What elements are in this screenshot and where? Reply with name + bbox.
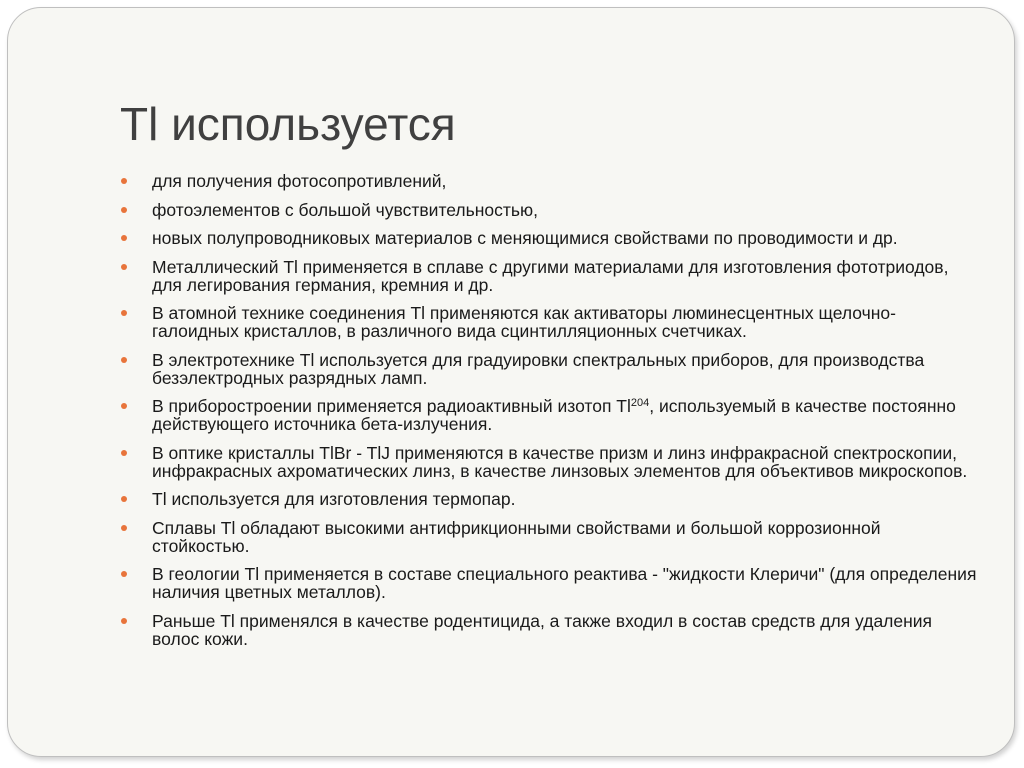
- bullet-dot-icon: [121, 525, 127, 531]
- bullet-text: В геологии Tl применяется в составе специального реактива - "жидкости Клеричи" (для определения наличия цветных металлов).: [152, 564, 977, 602]
- bullet-text: Tl используется для изготовления термопар.: [152, 489, 516, 509]
- bullet-item: [120, 351, 980, 387]
- bullet-dot-icon: [121, 618, 127, 624]
- isotope-superscript: 204: [630, 397, 650, 409]
- bullet-dot-icon: [121, 178, 127, 184]
- slide: [7, 7, 1015, 757]
- bullet-text: для получения фотосопротивлений,: [152, 171, 447, 191]
- bullet-dot-icon: [121, 235, 127, 241]
- bullet-item: [120, 612, 980, 648]
- bullet-dot-icon: [121, 264, 127, 270]
- bullet-item: [120, 444, 980, 480]
- bullet-dot-icon: [121, 207, 127, 213]
- bullet-item: [120, 304, 980, 340]
- bullet-item: [120, 397, 980, 433]
- slide-title: Tl используется: [120, 98, 456, 150]
- bullet-text: Раньше Tl применялся в качестве родентицида, а также входил в состав средств для удаления волос кожи.: [152, 610, 933, 649]
- bullet-dot-icon: [121, 450, 127, 456]
- bullet-text: В электротехнике Tl используется для градуировки спектральных приборов, для производства безэлектродных разрядных ламп.: [152, 349, 925, 388]
- bullet-dot-icon: [121, 496, 127, 502]
- bullet-item: [120, 519, 980, 555]
- bullet-item: [120, 229, 980, 247]
- bullet-text: Металлический Tl применяется в сплаве с другими материалами для изготовления фототриодов, для легирования германия, кремния и др.: [152, 256, 949, 295]
- bullet-item: [120, 172, 980, 190]
- bullet-text-after: , используемый в качестве постоянно действующего источника бета-излучения.: [152, 396, 956, 434]
- bullet-item: [120, 490, 980, 508]
- bullet-item: [120, 201, 980, 219]
- bullet-text: В оптике кристаллы TlBr - TlJ применяются в качестве призм и линз инфракрасной спектроскопии, инфракрасных ахроматических линз, в качестве линзовых элементов для объективов микроскопов.: [152, 442, 968, 481]
- bullet-dot-icon: [121, 357, 127, 363]
- bullet-text: Сплавы Tl обладают высокими антифрикционными свойствами и большой коррозионной стойкостью.: [152, 517, 881, 556]
- bullet-dot-icon: [121, 571, 127, 577]
- bullet-text: новых полупроводниковых материалов с меняющимися свойствами по проводимости и др.: [152, 228, 898, 248]
- bullet-item: [120, 258, 980, 294]
- bullet-item: [120, 565, 980, 601]
- bullet-text: В атомной технике соединения Tl применяются как активаторы люминесцентных щелочно-галоидных кристаллов, в различного вида сцинтилляционных счетчиках.: [152, 303, 896, 341]
- bullet-text: [152, 396, 956, 434]
- bullet-dot-icon: [121, 310, 127, 316]
- bullet-list: [120, 172, 980, 658]
- bullet-dot-icon: [121, 403, 127, 409]
- bullet-text: фотоэлементов с большой чувствительностью,: [152, 199, 539, 220]
- bullet-text-before: В приборостроении применяется радиоактивный изотоп Tl: [152, 396, 631, 416]
